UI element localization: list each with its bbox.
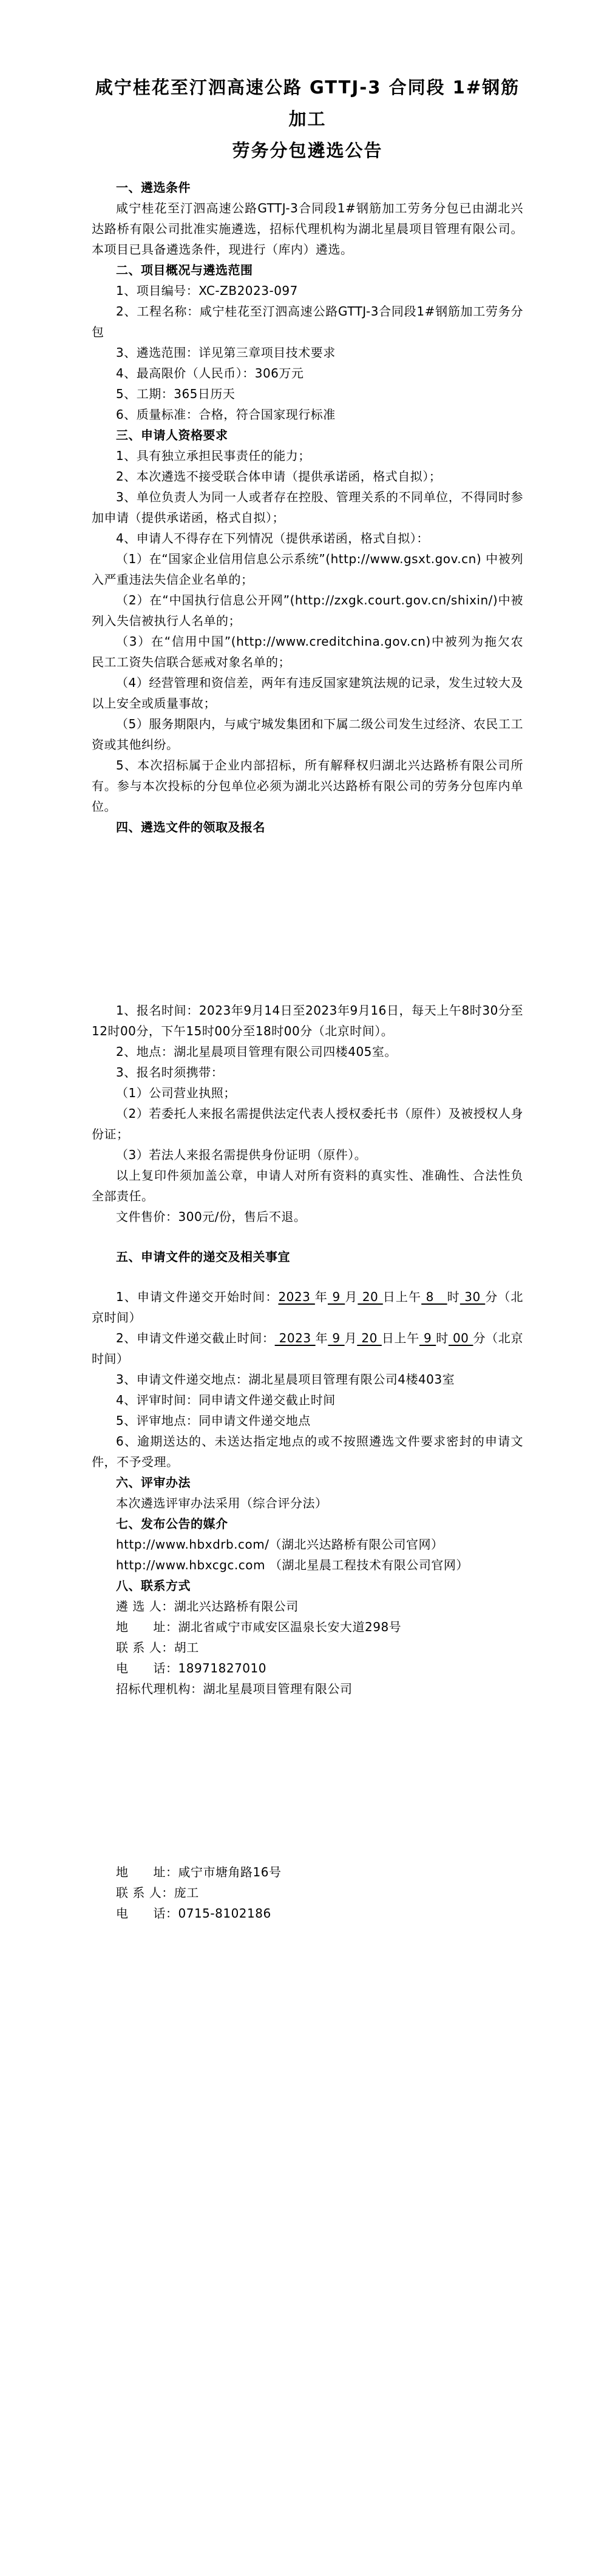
submission-start-sep-month: 月 xyxy=(345,1290,358,1304)
selector-name: 遴 选 人：湖北兴达路桥有限公司 xyxy=(116,1599,299,1614)
project-name: 2、工程名称：咸宁桂花至汀泗高速公路GTTJ-3合同段1#钢筋加工劳务分包 xyxy=(92,304,523,339)
section-3-heading: 三、申请人资格要求 xyxy=(116,428,228,442)
qualification-item-2: 2、本次遴选不接受联合体申请（提供承诺函，格式自拟）； xyxy=(116,469,442,484)
agency-contact-person: 联 系 人：庞工 xyxy=(116,1885,199,1900)
submission-start-minute: 30 xyxy=(459,1290,486,1304)
submission-deadline-day: 20 xyxy=(357,1331,382,1345)
submission-start-day: 20 xyxy=(358,1290,383,1304)
submission-deadline-sep-year: 年 xyxy=(315,1331,328,1345)
submission-start-sep-day: 日上午 xyxy=(382,1290,422,1304)
submission-deadline-prefix: 2、申请文件递交截止时间： xyxy=(116,1331,275,1345)
agency-phone: 电 话：0715-8102186 xyxy=(116,1906,271,1921)
section-5-spacer-after xyxy=(92,1267,523,1286)
section-1-paragraph: 咸宁桂花至汀泗高速公路GTTJ-3合同段1#钢筋加工劳务分包已由湖北兴达路桥有限公司批准实施遴选，招标代理机构为湖北星晨项目管理有限公司。本项目已具备遴选条件，现进行（库内）遴选。 xyxy=(92,201,523,257)
section-5-heading: 五、申请文件的递交及相关事宜 xyxy=(116,1249,290,1264)
document-price: 文件售价：300元/份，售后不退。 xyxy=(116,1209,307,1224)
project-number: 1、项目编号：XC-ZB2023-097 xyxy=(116,283,298,298)
submission-deadline-sep-hour: 时 xyxy=(436,1331,449,1345)
publish-url-1: http://www.hbxdrb.com/（湖北兴达路桥有限公司官网） xyxy=(116,1537,444,1552)
submission-start-month: 9 xyxy=(327,1290,345,1304)
submission-deadline-sep-day: 日上午 xyxy=(381,1331,419,1345)
submission-deadline-month: 9 xyxy=(328,1331,345,1345)
registration-time: 1、报名时间：2023年9月14日至2023年9月16日，每天上午8时30分至12时00分，下午15时00分至18时00分（北京时间）。 xyxy=(92,1003,523,1038)
submission-start-year: 2023 xyxy=(278,1290,315,1304)
selector-contact-person: 联 系 人：胡工 xyxy=(116,1640,199,1655)
submission-start-time xyxy=(92,1286,523,1328)
section-1-heading: 一、遴选条件 xyxy=(116,180,191,195)
submission-deadline-time xyxy=(92,1328,523,1369)
submission-deadline-sep-month: 月 xyxy=(344,1331,358,1345)
registration-bring-3: （3）若法人来报名需提供身份证明（原件）。 xyxy=(116,1148,367,1162)
submission-deadline-hour: 9 xyxy=(419,1331,436,1345)
quality-standard: 6、质量标准：合格，符合国家现行标准 xyxy=(116,407,336,422)
submission-start-suffix: 分（北京时间） xyxy=(92,1290,524,1325)
agency-block-spacer xyxy=(92,1699,523,1862)
agency-address: 地 址：咸宁市塘角路16号 xyxy=(116,1865,282,1879)
price-ceiling: 4、最高限价（人民币）：306万元 xyxy=(116,366,304,380)
copies-note: 以上复印件须加盖公章，申请人对所有资料的真实性、准确性、合法性负全部责任。 xyxy=(92,1168,523,1203)
section-4-heading: 四、遴选文件的领取及报名 xyxy=(116,820,265,834)
qualification-item-3: 3、单位负责人为同一人或者存在控股、管理关系的不同单位，不得同时参加申请（提供承诺函，格式自拟）； xyxy=(92,490,523,525)
submission-deadline-year: 2023 xyxy=(274,1331,316,1345)
doc-title-line-1: 咸宁桂花至汀泗高速公路 GTTJ-3 合同段 1#钢筋加工 xyxy=(95,77,520,129)
qualification-item-4-2: （2）在“中国执行信息公开网”(http://zxgk.court.gov.cn/shixin/)中被列入失信被执行人名单的； xyxy=(92,593,523,628)
registration-bring-1: （1）公司营业执照； xyxy=(116,1086,236,1100)
section-2-heading: 二、项目概况与遴选范围 xyxy=(116,263,253,277)
section-5-spacer-before xyxy=(92,1227,523,1246)
section-7-heading: 七、发布公告的媒介 xyxy=(116,1516,228,1531)
title-spacer xyxy=(92,166,523,177)
selection-scope: 3、遴选范围：详见第三章项目技术要求 xyxy=(116,345,336,360)
qualification-item-4-1: （1）在“国家企业信用信息公示系统”(http://www.gsxt.gov.cn) 中被列入严重违法失信企业名单的； xyxy=(92,552,523,587)
selector-phone: 电 话：18971827010 xyxy=(116,1661,266,1675)
submission-start-prefix: 1、申请文件递交开始时间： xyxy=(116,1290,279,1304)
agency-name: 招标代理机构：湖北星晨项目管理有限公司 xyxy=(116,1682,353,1696)
registration-bring: 3、报名时须携带： xyxy=(116,1065,224,1080)
qualification-item-4-3: （3）在“信用中国”(http://www.creditchina.gov.cn)中被列为拖欠农民工工资失信联合惩戒对象名单的； xyxy=(92,634,523,669)
qualification-item-4-4: （4）经营管理和资信差，两年有违反国家建筑法规的记录，发生过较大及以上安全或质量事故； xyxy=(92,675,523,711)
registration-bring-2: （2）若委托人来报名需提供法定代表人授权委托书（原件）及被授权人身份证； xyxy=(92,1106,523,1141)
submission-place: 3、申请文件递交地点：湖北星晨项目管理有限公司4楼403室 xyxy=(116,1372,455,1387)
review-method: 本次遴选评审办法采用（综合评分法） xyxy=(116,1496,328,1510)
section-6-heading: 六、评审办法 xyxy=(116,1475,191,1490)
construction-period: 5、工期：365日历天 xyxy=(116,387,236,401)
review-time: 4、评审时间：同申请文件递交截止时间 xyxy=(116,1393,336,1407)
publish-url-2: http://www.hbxcgc.com （湖北星晨工程技术有限公司官网） xyxy=(116,1558,469,1572)
registration-place: 2、地点：湖北星晨项目管理有限公司四楼405室。 xyxy=(116,1044,397,1059)
submission-start-sep-year: 年 xyxy=(314,1290,328,1304)
late-submission-note: 6、逾期送达的、未送达指定地点的或不按照遴选文件要求密封的申请文件，不予受理。 xyxy=(92,1434,523,1469)
section-4-spacer xyxy=(92,837,523,1000)
qualification-item-5: 5、本次招标属于企业内部招标，所有解释权归湖北兴达路桥有限公司所有。参与本次投标的分包单位必须为湖北兴达路桥有限公司的劳务分包库内单位。 xyxy=(92,758,523,814)
submission-deadline-suffix: 分（北京时间） xyxy=(92,1331,524,1366)
qualification-item-1: 1、具有独立承担民事责任的能力； xyxy=(116,448,311,463)
section-8-heading: 八、联系方式 xyxy=(116,1578,191,1593)
qualification-item-4-5: （5）服务期限内，与咸宁城发集团和下属二级公司发生过经济、农民工工资或其他纠纷。 xyxy=(92,717,523,752)
doc-title-line-2: 劳务分包遴选公告 xyxy=(232,140,383,161)
selector-address: 地 址：湖北省咸宁市咸安区温泉长安大道298号 xyxy=(116,1620,402,1634)
submission-deadline-minute: 00 xyxy=(448,1331,473,1345)
review-place: 5、评审地点：同申请文件递交地点 xyxy=(116,1413,311,1428)
submission-start-sep-hour: 时 xyxy=(447,1290,460,1304)
qualification-item-4: 4、申请人不得存在下列情况（提供承诺函，格式自拟）： xyxy=(116,531,429,546)
submission-start-hour: 8 xyxy=(421,1290,447,1304)
